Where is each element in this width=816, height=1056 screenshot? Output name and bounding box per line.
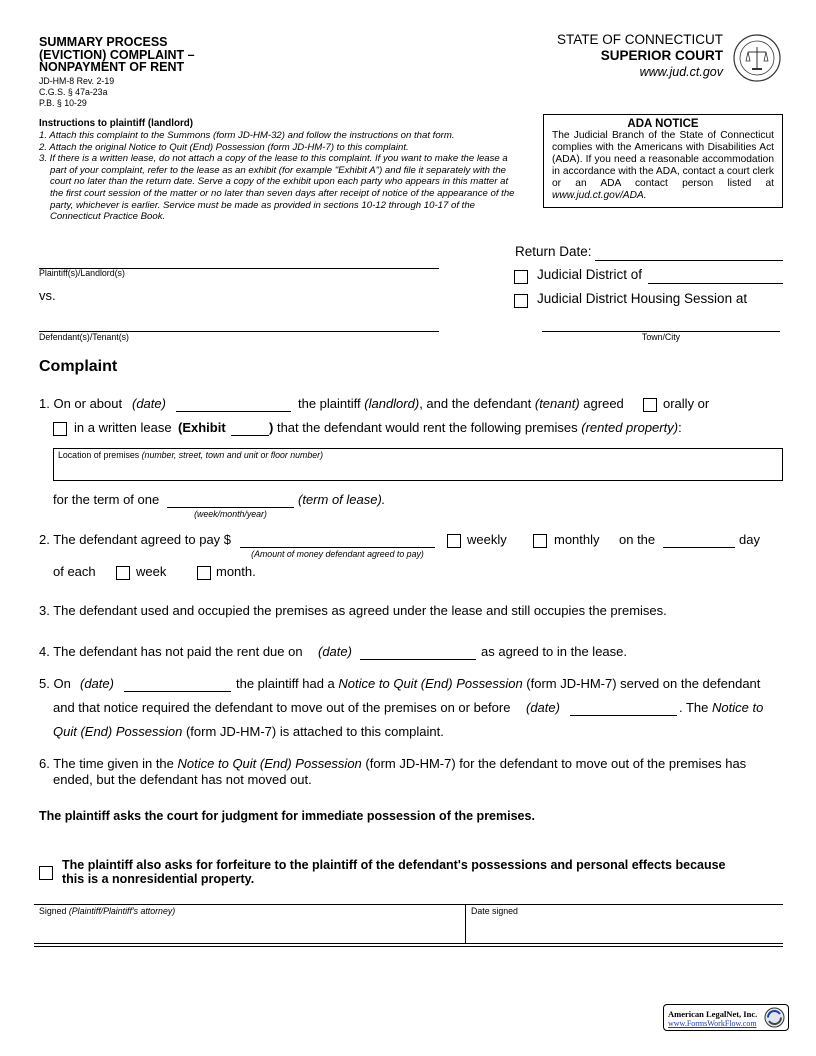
judicial-district-checkbox[interactable] xyxy=(514,270,528,284)
signature-table-divider xyxy=(465,904,466,944)
exhibit-field[interactable] xyxy=(231,435,269,436)
footer-link[interactable]: www.FormsWorkFlow.com xyxy=(668,1019,757,1028)
p2-text: 2. The defendant agreed to pay $ xyxy=(39,532,232,547)
p5-move-out-text: and that notice required the defendant to move out of the premises on or before xyxy=(53,700,511,715)
instructions-list xyxy=(39,130,517,223)
month-label: month. xyxy=(216,564,256,579)
return-date-field[interactable] xyxy=(595,260,783,261)
rent-amount-field[interactable] xyxy=(240,547,435,548)
form-number: JD-HM-8 Rev. 2-19 xyxy=(39,76,115,86)
p4-text: 4. The defendant has not paid the rent due on xyxy=(39,644,303,659)
form-title-line: (EVICTION) COMPLAINT – xyxy=(39,47,195,62)
location-label: Location of premises (number, street, town and unit or floor number) xyxy=(58,450,324,460)
p5-text: 5. On xyxy=(39,676,71,691)
signature-table-double-border xyxy=(34,946,783,947)
judgment-request: The plaintiff asks the court for judgment for immediate possession of the premises. xyxy=(39,809,535,823)
statute-ref: C.G.S. § 47a-23a xyxy=(39,86,108,97)
monthly-label: monthly xyxy=(554,532,600,547)
versus-label: vs. xyxy=(39,288,56,303)
term-label: for the term of one xyxy=(53,492,160,507)
forfeiture-request: The plaintiff also asks for forfeiture to the plaintiff of the defendant's possessions and personal effects because this is a nonresidential property. xyxy=(62,858,726,886)
p3-text: 3. The defendant used and occupied the premises as agreed under the lease and still occupies the premises. xyxy=(39,603,667,618)
form-title-line: SUMMARY PROCESS xyxy=(39,35,168,49)
american-legalnet-logo xyxy=(663,1004,789,1031)
court-heading xyxy=(520,32,723,80)
forfeiture-checkbox[interactable] xyxy=(39,866,53,880)
p6-text: 6. The time given in the Notice to Quit (End) Possession (form JD-HM-7) for the defendant to move out of the premises has xyxy=(39,756,747,771)
written-lease-label: in a written lease xyxy=(74,420,172,435)
day-label: day xyxy=(739,532,760,547)
form-meta xyxy=(39,76,114,108)
term-field[interactable] xyxy=(167,507,294,508)
term-of-lease-label: (term of lease). xyxy=(298,492,386,507)
ada-notice-title: ADA NOTICE xyxy=(627,118,699,130)
p5-date-field[interactable] xyxy=(124,691,231,692)
date-signed-label: Date signed xyxy=(471,906,518,916)
ada-notice-box xyxy=(543,114,783,208)
p5-move-out-date-field[interactable] xyxy=(570,715,677,716)
court-website: www.jud.ct.gov xyxy=(639,65,723,79)
term-hint: (week/month/year) xyxy=(194,509,267,519)
defendant-label: Defendant(s)/Tenant(s) xyxy=(39,332,129,342)
ada-notice-link[interactable]: www.jud.ct.gov/ADA. xyxy=(552,190,647,201)
instruction-item: 3. If there is a written lease, do not attach a copy of the lease to this complaint. If you want to make the lease a part of your complaint, refer to the lease as an exhibit (for example "Exhibit A") and file it separately with the court no later than the return date. Serve a copy of the exhibit upon each party who appears in this matter at the first court session of the matter or no later than seven days after receipt of notice of the appearance of the party, whichever is earlier. Service must be made as provided in sections 10-12 through 10-17 of the Connecticut Practice Book. xyxy=(39,153,515,223)
orally-label: orally or xyxy=(663,396,710,411)
p4-text-end: as agreed to in the lease. xyxy=(481,644,627,659)
p4-date-field[interactable] xyxy=(360,659,476,660)
plaintiff-label: Plaintiff(s)/Landlord(s) xyxy=(39,268,125,278)
p5-date2-label: (date) xyxy=(526,700,560,715)
court-name: SUPERIOR COURT xyxy=(600,48,723,63)
state-name: STATE OF CONNECTICUT xyxy=(557,32,723,47)
month-checkbox[interactable] xyxy=(197,566,211,580)
p5-date-label: (date) xyxy=(80,676,114,691)
p1-agreement-text: the plaintiff (landlord), and the defendant (tenant) agreed xyxy=(298,396,624,411)
instruction-item: 1. Attach this complaint to the Summons (form JD-HM-32) and follow the instructions on that form. xyxy=(39,130,455,141)
signature-table-bottom-border xyxy=(34,943,783,944)
housing-session-label: Judicial District Housing Session at xyxy=(537,291,748,306)
return-date-label: Return Date: xyxy=(515,244,592,259)
form-title xyxy=(39,36,195,74)
p1-premises-text: ) that the defendant would rent the following premises (rented property): xyxy=(269,420,682,435)
p5-notice-text: . The Notice to xyxy=(679,700,764,715)
week-label: week xyxy=(136,564,167,579)
location-of-premises-box[interactable] xyxy=(53,448,783,481)
p5-attached-text: Quit (End) Possession (form JD-HM-7) is attached to this complaint. xyxy=(53,724,444,739)
week-checkbox[interactable] xyxy=(116,566,130,580)
weekly-label: weekly xyxy=(467,532,507,547)
on-the-label: on the xyxy=(619,532,656,547)
state-seal-icon xyxy=(733,34,781,82)
p6-text-end: ended, but the defendant has not moved out. xyxy=(53,772,312,787)
complaint-heading: Complaint xyxy=(39,358,118,375)
date-signed-field[interactable] xyxy=(468,918,781,942)
signed-label: Signed (Plaintiff/Plaintiff's attorney) xyxy=(39,906,176,916)
p5-served-text: the plaintiff had a Notice to Quit (End) Possession (form JD-HM-7) served on the defendant xyxy=(236,676,761,691)
judicial-district-field[interactable] xyxy=(648,283,783,284)
of-each-label: of each xyxy=(53,564,96,579)
due-day-field[interactable] xyxy=(663,547,735,548)
p1-date-label: (date) xyxy=(132,396,166,411)
town-label: Town/City xyxy=(641,332,681,342)
orally-checkbox[interactable] xyxy=(643,398,657,412)
instructions-title: Instructions to plaintiff (landlord) xyxy=(39,118,194,129)
judicial-district-label: Judicial District of xyxy=(537,267,643,282)
housing-session-checkbox[interactable] xyxy=(514,294,528,308)
footer-brand: American LegalNet, Inc. xyxy=(668,1009,758,1019)
weekly-checkbox[interactable] xyxy=(447,534,461,548)
globe-icon xyxy=(764,1007,785,1028)
ada-notice-text: The Judicial Branch of the State of Connecticut complies with the Americans with Disabilities Act (ADA). If you need a reasonable accommodation in accordance with the ADA, contact a court clerk or an ADA contact person listed at xyxy=(552,130,774,189)
signature-field[interactable] xyxy=(36,918,463,942)
monthly-checkbox[interactable] xyxy=(533,534,547,548)
form-title-line: NONPAYMENT OF RENT xyxy=(39,60,185,74)
exhibit-label: (Exhibit xyxy=(178,420,226,435)
signature-table-top-border xyxy=(34,904,783,905)
rent-amount-hint: (Amount of money defendant agreed to pay) xyxy=(251,549,424,559)
practice-book-ref: P.B. § 10-29 xyxy=(39,97,87,108)
p1-date-field[interactable] xyxy=(176,411,291,412)
ada-notice-body xyxy=(552,130,774,202)
instruction-item: 2. Attach the original Notice to Quit (End) Possession (form JD-HM-7) to this complaint. xyxy=(39,141,409,153)
written-lease-checkbox[interactable] xyxy=(53,422,67,436)
p1-text: 1. On or about xyxy=(39,396,123,411)
p4-date-label: (date) xyxy=(318,644,352,659)
